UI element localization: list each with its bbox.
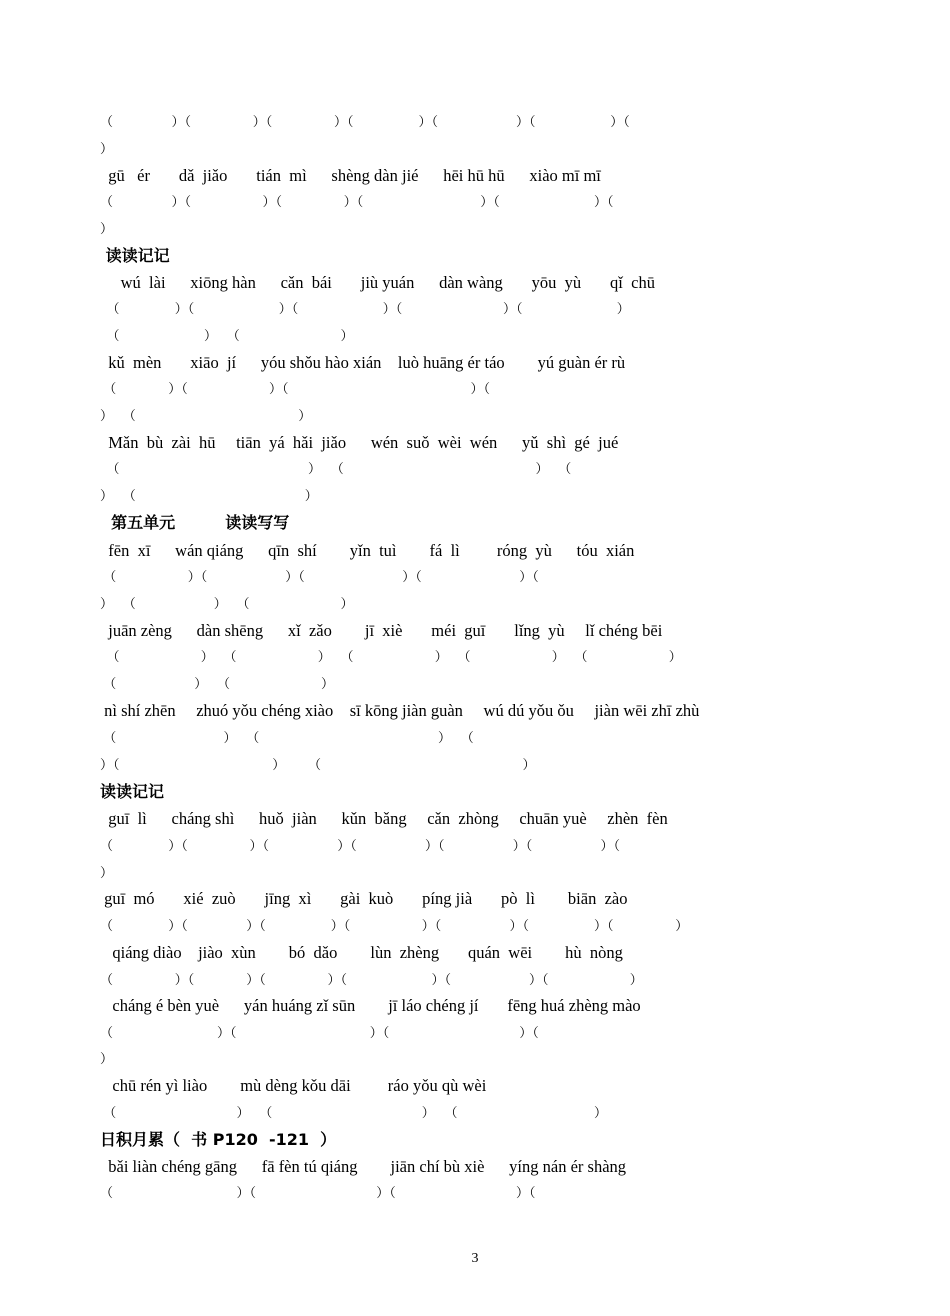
pinyin-line: cháng é bèn yuè yán huáng zǐ sūn jī láo chéng jí fēng huá zhèng mào <box>100 996 641 1015</box>
pinyin-line: nì shí zhēn zhuó yǒu chéng xiào sī kōng jiàn guàn wú dú yǒu ǒu jiàn wēi zhī zhù <box>100 701 700 720</box>
page-number: 3 <box>471 1251 479 1266</box>
pinyin-line: Mǎn bù zài hū tiān yá hǎi jiǎo wén suǒ wèi wén yǔ shì gé jué <box>100 433 619 452</box>
answer-brackets-line: （ ）（ ）（ ）（ ）（ ）（ ）（ <box>100 114 630 129</box>
answer-brackets-line: （ ）（ ）（ ）（ ）（ ）（ ） <box>100 972 643 987</box>
answer-brackets-line: （ ）（ ）（ ）（ ）（ ）（ ）（ ） <box>100 918 689 933</box>
pinyin-line: guī mó xié zuò jīng xì gài kuò píng jià pò lì biān zào <box>100 889 628 908</box>
answer-brackets-line: ） <box>100 141 114 156</box>
answer-brackets-line: （ ）（ ）（ ）（ ）（ ）（ <box>100 194 614 209</box>
answer-brackets-line: （ ） （ ） <box>100 676 335 691</box>
answer-brackets-line: （ ） （ ） （ ） （ ） （ ） <box>100 649 682 664</box>
pinyin-line: kǔ mèn xiāo jí yóu shǒu hào xián luò huāng ér táo yú guàn ér rù <box>100 353 626 372</box>
pinyin-line: wú lài xiōng hàn cǎn bái jiù yuán dàn wàng yōu yù qǐ chū <box>100 273 655 292</box>
answer-brackets-line: （ ）（ ）（ ）（ <box>100 1185 536 1200</box>
pinyin-line: gū ér dǎ jiǎo tián mì shèng dàn jié hēi hū hū xiào mī mī <box>100 166 601 185</box>
answer-brackets-line: ） <box>100 865 114 880</box>
answer-brackets-line: （ ） （ ） （ <box>100 461 572 476</box>
pinyin-line: qiáng diào jiào xùn bó dǎo lùn zhèng quán wēi hù nòng <box>100 943 623 962</box>
answer-brackets-line: （ ）（ ）（ ）（ ）（ ）（ ）（ <box>100 838 621 853</box>
pinyin-line: fēn xī wán qiáng qīn shí yǐn tuì fá lì róng yù tóu xián <box>100 541 635 560</box>
answer-brackets-line: （ ） （ ） <box>100 328 354 343</box>
answer-brackets-line: ）（ ） （ ） <box>100 757 536 772</box>
section-heading: 读读记记 <box>100 782 165 801</box>
answer-brackets-line: （ ） （ ） （ <box>100 730 474 745</box>
pinyin-line: guī lì cháng shì huǒ jiàn kǔn bǎng cǎn zhòng chuān yuè zhèn fèn <box>100 809 668 828</box>
section-heading: 第五单元 读读写写 <box>100 513 290 532</box>
pinyin-line: chū rén yì liào mù dèng kǒu dāi ráo yǒu qù wèi <box>100 1076 487 1095</box>
answer-brackets-line: （ ） （ ） （ ） <box>100 1105 607 1120</box>
answer-brackets-line: ） <box>100 221 114 236</box>
answer-brackets-line: ） <box>100 1051 114 1066</box>
section-heading: 日积月累（ 书 P120 -121 ） <box>100 1130 337 1149</box>
answer-brackets-line: （ ）（ ）（ ）（ ）（ <box>100 569 539 584</box>
answer-brackets-line: （ ）（ ）（ ）（ ）（ ） <box>100 301 630 316</box>
answer-brackets-line: ） （ ） （ ） <box>100 596 354 611</box>
answer-brackets-line: （ ）（ ）（ ）（ <box>100 381 491 396</box>
pinyin-line: juān zèng dàn shēng xǐ zǎo jī xiè méi guī lǐng yù lǐ chéng bēi <box>100 621 663 640</box>
answer-brackets-line: ） （ ） <box>100 408 312 423</box>
answer-brackets-line: ） （ ） <box>100 488 318 503</box>
answer-brackets-line: （ ）（ ）（ ）（ <box>100 1025 539 1040</box>
pinyin-line: bǎi liàn chéng gāng fā fèn tú qiáng jiān chí bù xiè yíng nán ér shàng <box>100 1157 627 1176</box>
section-heading: 读读记记 <box>100 246 170 265</box>
